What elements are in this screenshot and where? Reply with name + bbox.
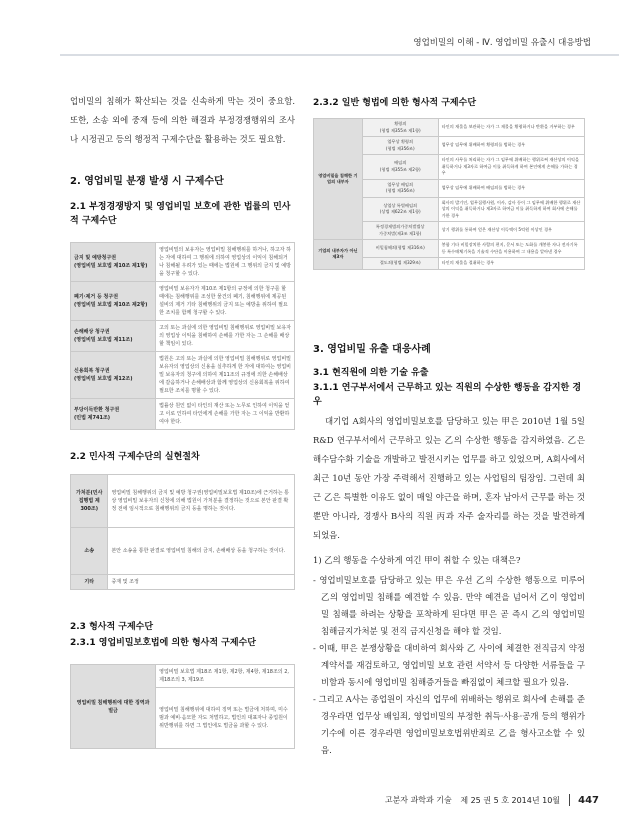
table1-key: 금지 및 예방청구권 (영업비밀 보호법 제10조 제1항) <box>71 243 156 282</box>
table2-value: 본안 소송을 통한 판결로 영업비밀 침해의 금지, 손해배상 등을 청구하는 것이다. <box>108 528 295 575</box>
crime-name: 상업상 특별배임죄 (상법 제622조 제1항) <box>362 197 438 222</box>
case-paragraph: 대기업 A회사의 영업비밀보호를 담당하고 있는 甲은 2010년 1월 5일 R&D 연구부서에서 근무하고 있는 乙의 수상한 행동을 감지하였음. 乙은 해수담수화 기술을 개발하고 발전시키는 업무를 하고 있었으며, A회사에서 최근 10년 동안 가장 주력해서 진행하고 있는 사업팀의 팀장임. 그런데 최근 乙은 특별한 이유도 없이 매일 야근을 하며, 혼자 남아서 근무를 하는 것뿐만 아니라, 경쟁사 B사의 직원 丙과 자주 술자리를 하는 것을 발견하게 되었음. <box>313 416 585 540</box>
general-criminal-table <box>313 118 585 270</box>
table3-value-1: 영업비밀 보호법 제18조 제1항, 제2항, 제4항, 제18조의 2, 제18조의 3, 제19조 <box>156 665 295 688</box>
section-2-heading: 2. 영업비밀 분쟁 발생 시 구제수단 <box>70 176 224 187</box>
header-rule <box>60 54 619 56</box>
crime-group: 기업의 내부자가 아닌 제3자 <box>314 240 363 270</box>
answer-bullet: - 이때, 甲은 분쟁상황을 대비하여 회사와 乙 사이에 체결한 전직금지 약정 계약서를 재검토하고, 영업비밀 보호 관련 서약서 등 다양한 서류들을 구비함과 동시에 영업비밀 침해증거들을 빠짐없이 체크할 필요가 있음. <box>313 643 585 687</box>
crime-name: 횡령죄 (형법 제355조 제1항) <box>362 119 438 137</box>
table2-key: 기타 <box>71 575 108 590</box>
procedure-table <box>70 474 295 590</box>
crime-name: 업무상 횡령죄 (형법 제356조) <box>362 137 438 155</box>
journal-issue: 제 25 권 5 호 2014년 10월 <box>460 795 561 805</box>
section-3-1-heading: 3.1 현직원에 의한 기술 유출 <box>313 368 429 378</box>
table-row <box>71 528 295 575</box>
table2-value: 중재 및 조정 <box>108 575 295 590</box>
table1-key: 폐기·제거 등 청구권 (영업비밀 보호법 제10조 제2항) <box>71 282 156 321</box>
answer-bullet: - 그리고 A사는 종업원이 자신의 업무에 위배하는 행위로 회사에 손해를 준 경우라면 업무상 배임죄, 영업비밀의 부정한 취득·사용·공개 등의 행위가 기수에 이른 경우라면 영업비밀보호법위반죄로 乙을 형사고소할 수 있음. <box>313 694 585 755</box>
crime-group: 영업비밀을 침해한 기업의 내부자 <box>314 119 363 240</box>
crime-name: 특정경제범죄가중처벌법상 가중처벌(제3조 제1항) <box>362 222 438 240</box>
running-header: 영업비밀의 이해 - Ⅳ. 영업비밀 유출시 대응방법 <box>413 38 591 48</box>
table1-key: 손해배상 청구권 (영업비밀 보호법 제11조) <box>71 321 156 352</box>
page-footer <box>385 794 599 806</box>
table-row <box>71 475 295 528</box>
table1-key: 신용회복 청구권 (영업비밀 보호법 제12조) <box>71 352 156 399</box>
crime-name: 배임죄 (형법 제355조 제2항) <box>362 155 438 180</box>
section-2-3-heading: 2.3 형사적 구제수단 <box>70 622 154 632</box>
table-row <box>71 321 295 352</box>
criminal-remedy-table <box>70 664 295 749</box>
civil-remedies-table <box>70 242 295 430</box>
table-row <box>71 282 295 321</box>
answer-list <box>313 572 585 759</box>
journal-name: 고분자 과학과 기술 <box>384 795 452 805</box>
crime-name: 절도죄(형법 제329조) <box>362 258 438 270</box>
answer-bullet: - 영업비밀보호를 담당하고 있는 甲은 우선 乙의 수상한 행동으로 미루어 乙의 영업비밀 침해를 예견할 수 있음. 만약 예견을 넘어서 乙이 영업비밀 침해를 하려는 상황을 포착하게 된다면 甲은 곧 즉시 乙의 영업비밀 침해금지가처분 및 전직 금지신청을 해야 할 것임. <box>313 575 585 636</box>
crime-description: 업무상 임무에 위배하여 배임죄를 범하는 경우 <box>438 179 584 197</box>
table3-value-2: 영업비밀 침해행위에 대하여 징역 또는 벌금에 처하며, 미수범과 예비·음모한 자도 처벌하고, 법인의 대표자나 종업원이 위반행위를 하면 그 법인에도 벌금을 과할 수 있다. <box>156 688 295 749</box>
question-1: 1) 乙의 행동을 수상하게 여긴 甲이 취할 수 있는 대책은? <box>313 555 521 565</box>
table-row <box>71 352 295 399</box>
crime-name: 비밀침해죄(형법 제316조) <box>362 240 438 258</box>
table3-key: 영업비밀 침해행위에 대한 징역과 벌금 <box>71 665 156 749</box>
crime-description: 봉함 기타 비밀장치한 사람의 편지, 문서 또는 도화를 개봉한 자나 전자기록 등 특수매체기록을 기술적 수단을 이용하여 그 내용을 알아낸 경우 <box>438 240 584 258</box>
table2-key: 소송 <box>71 528 108 575</box>
crime-description: 타인의 재물을 절취하는 경우 <box>438 258 584 270</box>
section-2-1-heading: 2.1 부정경쟁방지 및 영업비밀 보호에 관한 법률의 민사적 구제수단 <box>70 202 291 226</box>
crime-name: 업무상 배임죄 (형법 제356조) <box>362 179 438 197</box>
crime-description: 상기 행위를 통하여 얻은 재산상 이득액이 5억원 이상인 경우 <box>438 222 584 240</box>
crime-description: 타인의 사무를 처리하는 자가 그 임무에 위배하는 행위로써 재산상의 이익을 취득하거나 제3자로 하여금 이를 취득하게 하여 본인에게 손해를 가하는 경우 <box>438 155 584 180</box>
table1-value: 고의 또는 과실에 의한 영업비밀 침해행위로 영업비밀 보유자의 영업상 이익을 침해하여 손해를 가한 자는 그 손해를 배상할 책임이 있다. <box>156 321 295 352</box>
table-row <box>71 399 295 430</box>
page-number: 447 <box>578 794 599 806</box>
table1-key: 부당이득반환 청구권 (민법 제741조) <box>71 399 156 430</box>
table-row <box>314 119 585 137</box>
table-row <box>71 243 295 282</box>
table1-value: 법률상 원인 없이 타인의 재산 또는 노무로 인하여 이익을 얻고 이로 인하여 타인에게 손해를 가한 자는 그 이익을 반환하여야 한다. <box>156 399 295 430</box>
section-3-1-1-heading: 3.1.1 연구부서에서 근무하고 있는 직원의 수상한 행동을 감지한 경우 <box>313 383 582 407</box>
table2-key: 가처분(민사집행법 제300조) <box>71 475 108 528</box>
table1-value: 법원은 고의 또는 과실에 의한 영업비밀 침해행위로 영업비밀 보유자의 영업상의 신용을 실추하게 한 자에 대하여는 영업비밀 보유자의 청구에 의하여 제11조의 규정에 의한 손해배상에 갈음하거나 손해배상과 함께 영업상의 신용회복을 위하여 필요한 조치를 명할 수 있다. <box>156 352 295 399</box>
table1-value: 영업비밀 보유자가 제10조 제1항의 규정에 의한 청구를 할 때에는 침해행위를 조성한 물건의 폐기, 침해행위에 제공된 설비의 제거 기타 침해행위의 금지 또는 예방을 위하여 필요한 조치를 함께 청구할 수 있다. <box>156 282 295 321</box>
crime-description: 타인의 재물을 보관하는 자가 그 재물을 횡령하거나 반환을 거부하는 경우 <box>438 119 584 137</box>
section-2-3-1-heading: 2.3.1 영업비밀보호법에 의한 형사적 구제수단 <box>70 638 256 648</box>
table-row <box>71 575 295 590</box>
table2-value: 영업비밀 침해행위의 금지 및 예방 청구권(영업비밀보호법 제10조)에 근거하는 통상 영업비밀 보유자의 신청에 의해 법원이 가처분을 결정하는 것으로 본안 판결 확정 전에 임시적으로 침해행위의 금지 등을 명하는 것이다. <box>108 475 295 528</box>
section-2-2-heading: 2.2 민사적 구제수단의 실현절차 <box>70 452 200 462</box>
section-3-heading: 3. 영업비밀 유출 대응사례 <box>313 344 431 355</box>
table1-value: 영업비밀의 보유자는 영업비밀 침해행위를 하거나, 하고자 하는 자에 대하여 그 행위에 의하여 영업상의 이익이 침해되거나 침해될 우려가 있는 때에는 법원에 그 행위의 금지 및 예방을 청구할 수 있다. <box>156 243 295 282</box>
section-2-3-2-heading: 2.3.2 일반 형법에 의한 형사적 구제수단 <box>313 98 477 108</box>
footer-divider <box>569 794 570 806</box>
crime-description: 회사의 발기인, 업무집행사원, 이사, 감사 등이 그 임무에 위배한 행위로 재산상의 이익을 취득하거나 제3자로 하여금 이를 취득하게 하여 회사에 손해를 가한 경우 <box>438 197 584 222</box>
table-row <box>314 240 585 258</box>
intro-paragraph: 업비밀의 침해가 확산되는 것을 신속하게 막는 것이 중요함. 또한, 소송 외에 중재 등에 의한 해결과 부정경쟁행위의 조사나 시정권고 등의 행정적 구제수단을 활용하는 것도 필요함. <box>70 96 295 144</box>
crime-description: 업무상 임무에 위배하여 횡령죄를 범하는 경우 <box>438 137 584 155</box>
